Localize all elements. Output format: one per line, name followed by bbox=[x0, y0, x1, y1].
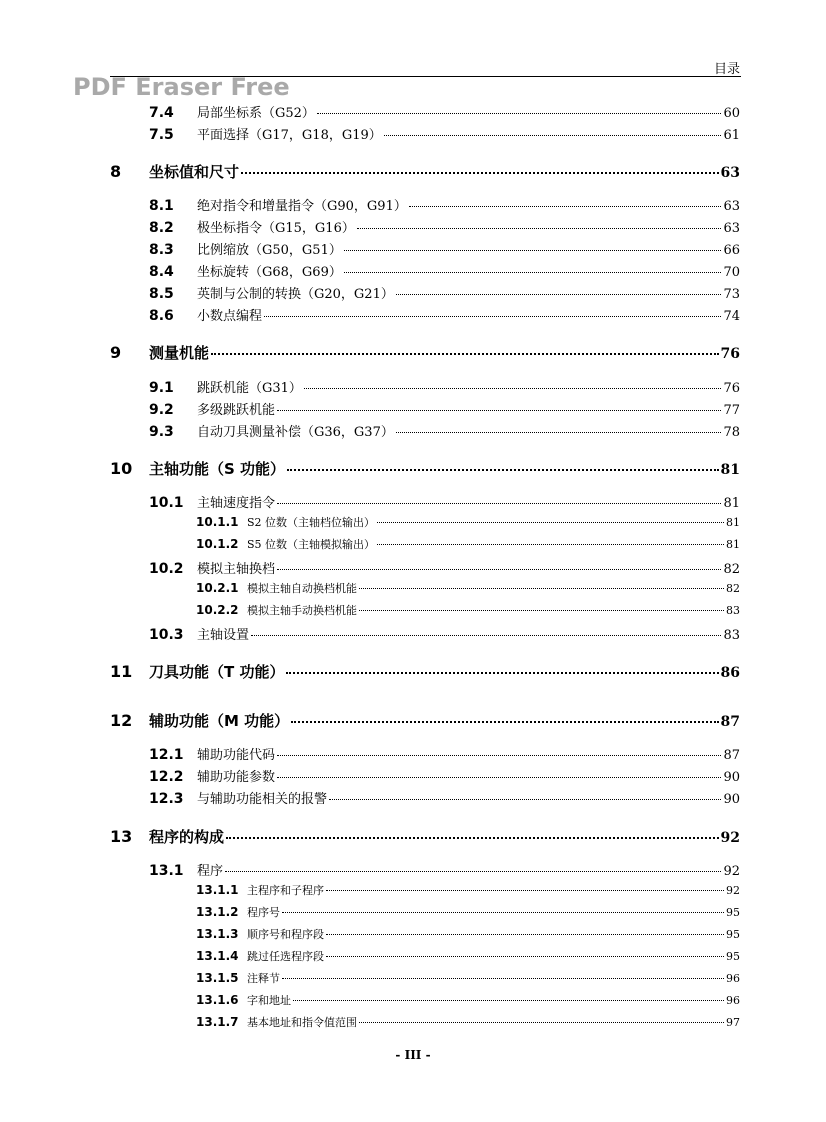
toc-entry-number: 12.1 bbox=[149, 747, 184, 763]
toc-chapter[interactable] bbox=[110, 161, 740, 182]
toc-entry-title: 模拟主轴换档 bbox=[197, 562, 276, 577]
toc-subentry-title: 模拟主轴自动换档机能 bbox=[247, 582, 357, 595]
toc-subentry-title: 模拟主轴手动换档机能 bbox=[247, 604, 357, 617]
toc-subentry[interactable] bbox=[196, 926, 740, 942]
toc-chapter-title: 刀具功能（T 功能） bbox=[149, 663, 285, 681]
dot-leader bbox=[291, 721, 718, 723]
toc-entry-page: 61 bbox=[723, 128, 740, 143]
toc-subentry-number: 13.1.7 bbox=[196, 1015, 239, 1029]
dot-leader bbox=[277, 503, 721, 504]
toc-subentry-title: S5 位数（主轴模拟输出） bbox=[247, 538, 376, 551]
toc-subentry[interactable] bbox=[196, 602, 740, 618]
toc-subentry-page: 95 bbox=[726, 906, 740, 919]
toc-entry-title: 小数点编程 bbox=[197, 309, 263, 324]
toc-entry-page: 63 bbox=[723, 199, 740, 214]
toc-entry-title: 跳跃机能（G31） bbox=[197, 381, 302, 396]
dot-leader bbox=[384, 135, 722, 136]
toc-subentry-title: 顺序号和程序段 bbox=[247, 928, 324, 941]
toc-subentry-number: 10.2.2 bbox=[196, 603, 239, 617]
toc-entry-page: 92 bbox=[723, 864, 740, 879]
toc-entry-number: 8.6 bbox=[149, 308, 174, 324]
toc-chapter-number: 10 bbox=[110, 459, 133, 478]
toc-subentry-number: 13.1.4 bbox=[196, 949, 239, 963]
toc-entry-title: 平面选择（G17，G18，G19） bbox=[197, 128, 382, 143]
toc-entry-page: 90 bbox=[723, 770, 740, 785]
toc-chapter[interactable] bbox=[110, 458, 740, 479]
toc-entry[interactable] bbox=[149, 217, 740, 236]
toc-subentry-number: 13.1.2 bbox=[196, 905, 239, 919]
toc-entry[interactable] bbox=[149, 283, 740, 302]
toc-entry-page: 83 bbox=[723, 628, 740, 643]
dot-leader bbox=[396, 294, 722, 295]
dot-leader bbox=[277, 569, 721, 570]
toc-subentry-number: 13.1.5 bbox=[196, 971, 239, 985]
toc-entry[interactable] bbox=[149, 744, 740, 763]
toc-chapter-title: 主轴功能（S 功能） bbox=[149, 460, 286, 478]
toc-subentry-page: 96 bbox=[726, 994, 740, 1007]
toc-entry-number: 10.1 bbox=[149, 495, 184, 511]
toc-subentry-page: 92 bbox=[726, 884, 740, 897]
toc-entry-page: 66 bbox=[723, 243, 740, 258]
toc-subentry[interactable] bbox=[196, 992, 740, 1008]
toc-chapter-number: 13 bbox=[110, 827, 133, 846]
toc-chapter-number: 11 bbox=[110, 662, 133, 681]
toc-chapter-number: 12 bbox=[110, 711, 133, 730]
dot-leader bbox=[344, 272, 722, 273]
toc-subentry-number: 13.1.1 bbox=[196, 883, 239, 897]
toc-entry[interactable] bbox=[149, 377, 740, 396]
toc-entry-page: 60 bbox=[723, 106, 740, 121]
toc-chapter-page: 81 bbox=[720, 462, 740, 478]
toc-entry[interactable] bbox=[149, 492, 740, 511]
toc-entry[interactable] bbox=[149, 860, 740, 879]
dot-leader bbox=[251, 635, 721, 636]
toc-subentry-number: 13.1.3 bbox=[196, 927, 239, 941]
dot-leader bbox=[225, 871, 721, 872]
toc-subentry[interactable] bbox=[196, 882, 740, 898]
toc-entry-title: 主轴设置 bbox=[197, 628, 250, 643]
toc-subentry[interactable] bbox=[196, 514, 740, 530]
toc-entry-number: 10.2 bbox=[149, 561, 184, 577]
toc-entry-number: 8.2 bbox=[149, 220, 174, 236]
dot-leader bbox=[293, 1000, 724, 1001]
toc-entry-page: 90 bbox=[723, 792, 740, 807]
dot-leader bbox=[377, 544, 724, 545]
toc-subentry-title: S2 位数（主轴档位输出） bbox=[247, 516, 376, 529]
toc-entry-page: 81 bbox=[723, 496, 740, 511]
toc-entry-title: 极坐标指令（G15，G16） bbox=[197, 221, 355, 236]
toc-entry[interactable] bbox=[149, 558, 740, 577]
toc-subentry-page: 97 bbox=[726, 1016, 740, 1029]
toc-chapter-page: 87 bbox=[720, 714, 740, 730]
toc-entry-page: 87 bbox=[723, 748, 740, 763]
toc-chapter-number: 9 bbox=[110, 343, 122, 362]
toc-entry-page: 77 bbox=[723, 403, 740, 418]
toc-chapter-page: 63 bbox=[720, 165, 740, 181]
toc-subentry[interactable] bbox=[196, 904, 740, 920]
toc-subentry[interactable] bbox=[196, 948, 740, 964]
watermark-text: PDF Eraser Free bbox=[73, 73, 290, 101]
dot-leader bbox=[264, 316, 721, 317]
dot-leader bbox=[287, 469, 718, 471]
toc-subentry-title: 字和地址 bbox=[247, 994, 291, 1007]
dot-leader bbox=[277, 755, 721, 756]
toc-subentry-number: 10.1.1 bbox=[196, 515, 239, 529]
toc-entry[interactable] bbox=[149, 788, 740, 807]
toc-subentry-title: 基本地址和指令值范围 bbox=[247, 1016, 357, 1029]
toc-subentry-page: 81 bbox=[726, 538, 740, 551]
toc-chapter[interactable] bbox=[110, 661, 740, 682]
toc-subentry[interactable] bbox=[196, 536, 740, 552]
toc-entry-page: 70 bbox=[723, 265, 740, 280]
toc-entry-number: 13.1 bbox=[149, 863, 184, 879]
toc-chapter[interactable] bbox=[110, 826, 740, 847]
toc-subentry-title: 程序号 bbox=[247, 906, 280, 919]
toc-subentry-number: 10.2.1 bbox=[196, 581, 239, 595]
toc-entry-number: 12.3 bbox=[149, 791, 184, 807]
dot-leader bbox=[396, 432, 722, 433]
toc-entry-number: 12.2 bbox=[149, 769, 184, 785]
dot-leader bbox=[377, 522, 724, 523]
dot-leader bbox=[359, 588, 724, 589]
dot-leader bbox=[326, 956, 724, 957]
toc-entry-title: 辅助功能参数 bbox=[197, 770, 276, 785]
toc-subentry-title: 注释节 bbox=[247, 972, 280, 985]
page-header-title: 目录 bbox=[713, 62, 740, 77]
toc-chapter-page: 86 bbox=[720, 665, 740, 681]
dot-leader bbox=[359, 1022, 724, 1023]
toc-entry-page: 76 bbox=[723, 381, 740, 396]
toc-entry-title: 绝对指令和增量指令（G90，G91） bbox=[197, 199, 407, 214]
toc-entry-title: 多级跳跃机能 bbox=[197, 403, 276, 418]
toc-entry-number: 10.3 bbox=[149, 627, 184, 643]
toc-subentry-page: 95 bbox=[726, 950, 740, 963]
toc-subentry-number: 10.1.2 bbox=[196, 537, 239, 551]
dot-leader bbox=[241, 172, 719, 174]
toc-entry-page: 74 bbox=[723, 309, 740, 324]
toc-chapter-page: 76 bbox=[720, 346, 740, 362]
toc-entry[interactable] bbox=[149, 305, 740, 324]
toc-entry[interactable] bbox=[149, 102, 740, 121]
toc-entry-title: 自动刀具测量补偿（G36，G37） bbox=[197, 425, 394, 440]
dot-leader bbox=[304, 388, 722, 389]
dot-leader bbox=[317, 113, 722, 114]
dot-leader bbox=[211, 353, 719, 355]
toc-entry[interactable] bbox=[149, 124, 740, 143]
toc-subentry[interactable] bbox=[196, 970, 740, 986]
toc-chapter[interactable] bbox=[110, 710, 740, 731]
toc-entry[interactable] bbox=[149, 399, 740, 418]
toc-entry-title: 与辅助功能相关的报警 bbox=[197, 792, 328, 807]
toc-entry-title: 英制与公制的转换（G20，G21） bbox=[197, 287, 394, 302]
dot-leader bbox=[326, 934, 724, 935]
toc-entry-number: 8.1 bbox=[149, 198, 174, 214]
dot-leader bbox=[357, 228, 722, 229]
dot-leader bbox=[344, 250, 722, 251]
page-number-footer: - III - bbox=[395, 1048, 431, 1062]
dot-leader bbox=[277, 410, 721, 411]
toc-subentry-page: 95 bbox=[726, 928, 740, 941]
toc-entry-title: 局部坐标系（G52） bbox=[197, 106, 315, 121]
toc-subentry-title: 主程序和子程序 bbox=[247, 884, 324, 897]
dot-leader bbox=[409, 206, 722, 207]
toc-entry-page: 78 bbox=[723, 425, 740, 440]
toc-entry[interactable] bbox=[149, 766, 740, 785]
toc-entry-page: 82 bbox=[723, 562, 740, 577]
toc-subentry[interactable] bbox=[196, 580, 740, 596]
toc-entry[interactable] bbox=[149, 624, 740, 643]
toc-entry-title: 主轴速度指令 bbox=[197, 496, 276, 511]
toc-subentry[interactable] bbox=[196, 1014, 740, 1030]
dot-leader bbox=[282, 978, 724, 979]
toc-chapter-number: 8 bbox=[110, 162, 122, 181]
toc-entry-title: 辅助功能代码 bbox=[197, 748, 276, 763]
toc-entry[interactable] bbox=[149, 239, 740, 258]
toc-entry-number: 7.5 bbox=[149, 127, 174, 143]
toc-entry-number: 9.1 bbox=[149, 380, 174, 396]
toc-entry-title: 程序 bbox=[197, 864, 224, 879]
toc-chapter-title: 辅助功能（M 功能） bbox=[149, 712, 290, 730]
toc-entry[interactable] bbox=[149, 261, 740, 280]
toc-entry[interactable] bbox=[149, 421, 740, 440]
toc-entry-number: 8.5 bbox=[149, 286, 174, 302]
toc-entry-number: 7.4 bbox=[149, 105, 174, 121]
toc-entry-title: 比例缩放（G50，G51） bbox=[197, 243, 342, 258]
dot-leader bbox=[226, 837, 719, 839]
dot-leader bbox=[359, 610, 724, 611]
toc-subentry-page: 96 bbox=[726, 972, 740, 985]
dot-leader bbox=[326, 890, 724, 891]
toc-entry-title: 坐标旋转（G68，G69） bbox=[197, 265, 342, 280]
toc-chapter-page: 92 bbox=[720, 830, 740, 846]
toc-subentry-number: 13.1.6 bbox=[196, 993, 239, 1007]
toc-entry-page: 73 bbox=[723, 287, 740, 302]
dot-leader bbox=[329, 799, 721, 800]
toc-entry-number: 9.2 bbox=[149, 402, 174, 418]
toc-chapter-title: 程序的构成 bbox=[149, 828, 225, 846]
dot-leader bbox=[277, 777, 721, 778]
toc-chapter[interactable] bbox=[110, 342, 740, 363]
toc-chapter-title: 测量机能 bbox=[149, 344, 210, 362]
dot-leader bbox=[282, 912, 724, 913]
toc-entry-number: 8.4 bbox=[149, 264, 174, 280]
toc-entry-page: 63 bbox=[723, 221, 740, 236]
toc-entry-number: 9.3 bbox=[149, 424, 174, 440]
toc-entry-number: 8.3 bbox=[149, 242, 174, 258]
toc-subentry-page: 82 bbox=[726, 582, 740, 595]
toc-entry[interactable] bbox=[149, 195, 740, 214]
toc-subentry-page: 81 bbox=[726, 516, 740, 529]
toc-chapter-title: 坐标值和尺寸 bbox=[149, 163, 240, 181]
toc-subentry-title: 跳过任选程序段 bbox=[247, 950, 324, 963]
dot-leader bbox=[286, 672, 718, 674]
toc-subentry-page: 83 bbox=[726, 604, 740, 617]
